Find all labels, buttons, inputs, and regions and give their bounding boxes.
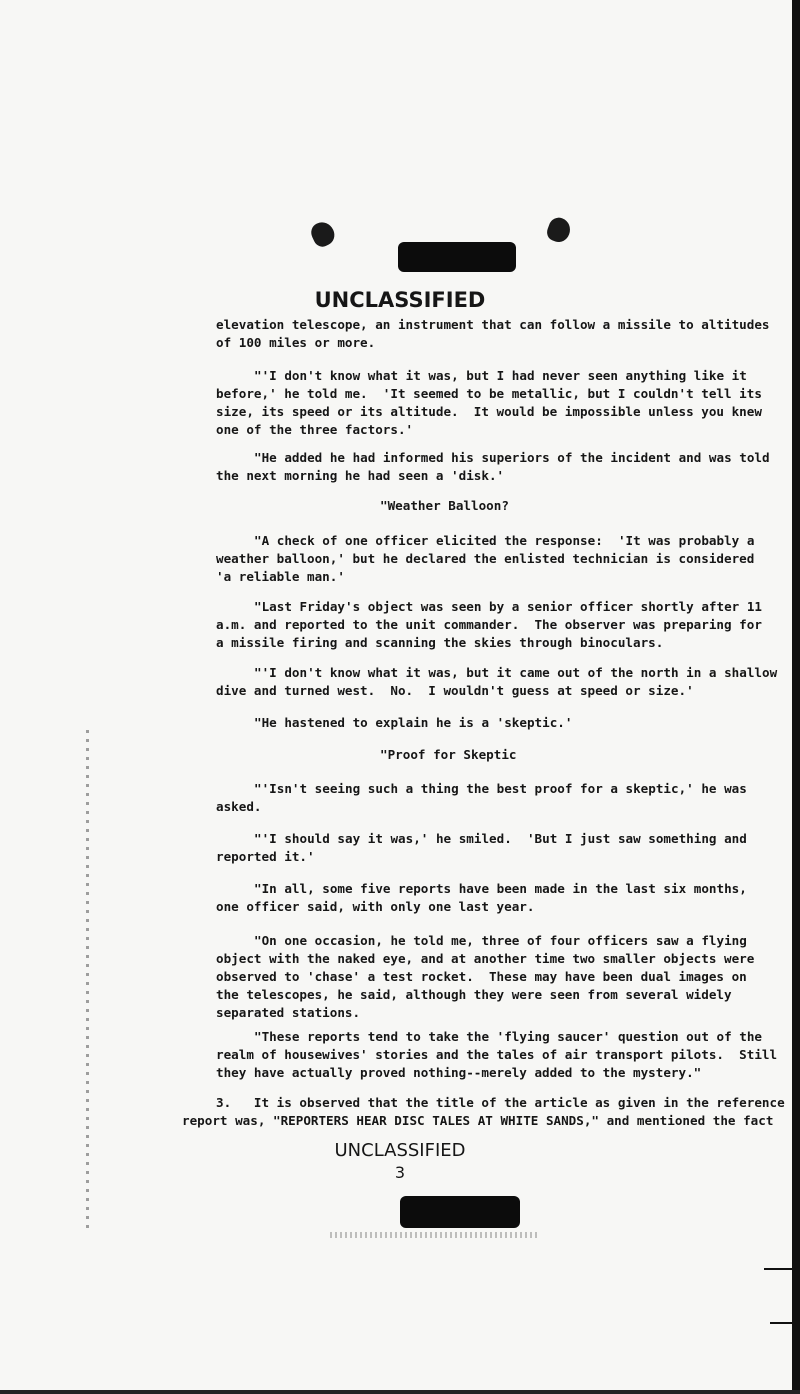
redaction-block (400, 1196, 520, 1228)
text-line: "On one occasion, he told me, three of four officers saw a flying (254, 933, 747, 948)
text-line: they have actually proved nothing--merely added to the mystery." (216, 1065, 702, 1080)
text-line: report was, "REPORTERS HEAR DISC TALES AT WHITE SANDS," and mentioned the fact (182, 1113, 774, 1128)
text-line: "These reports tend to take the 'flying saucer' question out of the (254, 1029, 762, 1044)
text-line: before,' he told me. 'It seemed to be metallic, but I couldn't tell its (216, 386, 762, 401)
text-line: separated stations. (216, 1005, 361, 1020)
text-line: of 100 miles or more. (216, 335, 376, 350)
punch-hole (308, 218, 338, 249)
text-line: a.m. and reported to the unit commander. The observer was preparing for (216, 617, 762, 632)
text-line: dive and turned west. No. I wouldn't guess at speed or size.' (216, 683, 694, 698)
subheading: "Weather Balloon? (380, 498, 509, 513)
text-line: realm of housewives' stories and the tales of air transport pilots. Still (216, 1047, 778, 1062)
text-line: "He added he had informed his superiors of the incident and was told (254, 450, 770, 465)
text-line: size, its speed or its altitude. It would be impossible unless you knew (216, 404, 762, 419)
text-line: the next morning he had seen a 'disk.' (216, 468, 505, 483)
text-line: "In all, some five reports have been made in the last six months, (254, 881, 747, 896)
text-line: "'Isn't seeing such a thing the best proof for a skeptic,' he was (254, 781, 747, 796)
text-line: reported it.' (216, 849, 315, 864)
text-line: 3. It is observed that the title of the article as given in the reference (216, 1095, 785, 1110)
text-line: "'I don't know what it was, but it came out of the north in a shallow (254, 665, 778, 680)
text-line: "'I should say it was,' he smiled. 'But I just saw something and (254, 831, 747, 846)
text-line: observed to 'chase' a test rocket. These may have been dual images on (216, 969, 747, 984)
text-line: elevation telescope, an instrument that can follow a missile to altitudes (216, 317, 770, 332)
text-line: 'a reliable man.' (216, 569, 345, 584)
scan-smudge (330, 1232, 540, 1238)
scan-edge-bottom (0, 1390, 800, 1394)
text-line: asked. (216, 799, 262, 814)
page-number: 3 (394, 1163, 406, 1182)
scan-edge-right (792, 0, 800, 1394)
text-line: object with the naked eye, and at another time two smaller objects were (216, 951, 755, 966)
text-line: one officer said, with only one last year. (216, 899, 535, 914)
text-line: the telescopes, he said, although they were seen from several widely (216, 987, 732, 1002)
text-line: weather balloon,' but he declared the enlisted technician is considered (216, 551, 755, 566)
text-line: "Last Friday's object was seen by a senior officer shortly after 11 (254, 599, 762, 614)
text-line: "A check of one officer elicited the response: 'It was probably a (254, 533, 755, 548)
text-line: a missile firing and scanning the skies through binoculars. (216, 635, 664, 650)
subheading: "Proof for Skeptic (380, 747, 517, 762)
margin-mark (764, 1268, 792, 1270)
text-line: "'I don't know what it was, but I had never seen anything like it (254, 368, 747, 383)
margin-mark (770, 1322, 792, 1324)
redaction-block (398, 242, 516, 272)
punch-hole (545, 215, 574, 245)
classification-stamp-bottom: UNCLASSIFIED (334, 1140, 466, 1161)
text-line: "He hastened to explain he is a 'skeptic.' (254, 715, 573, 730)
text-line: one of the three factors.' (216, 422, 414, 437)
classification-stamp-top: UNCLASSIFIED (314, 288, 486, 312)
